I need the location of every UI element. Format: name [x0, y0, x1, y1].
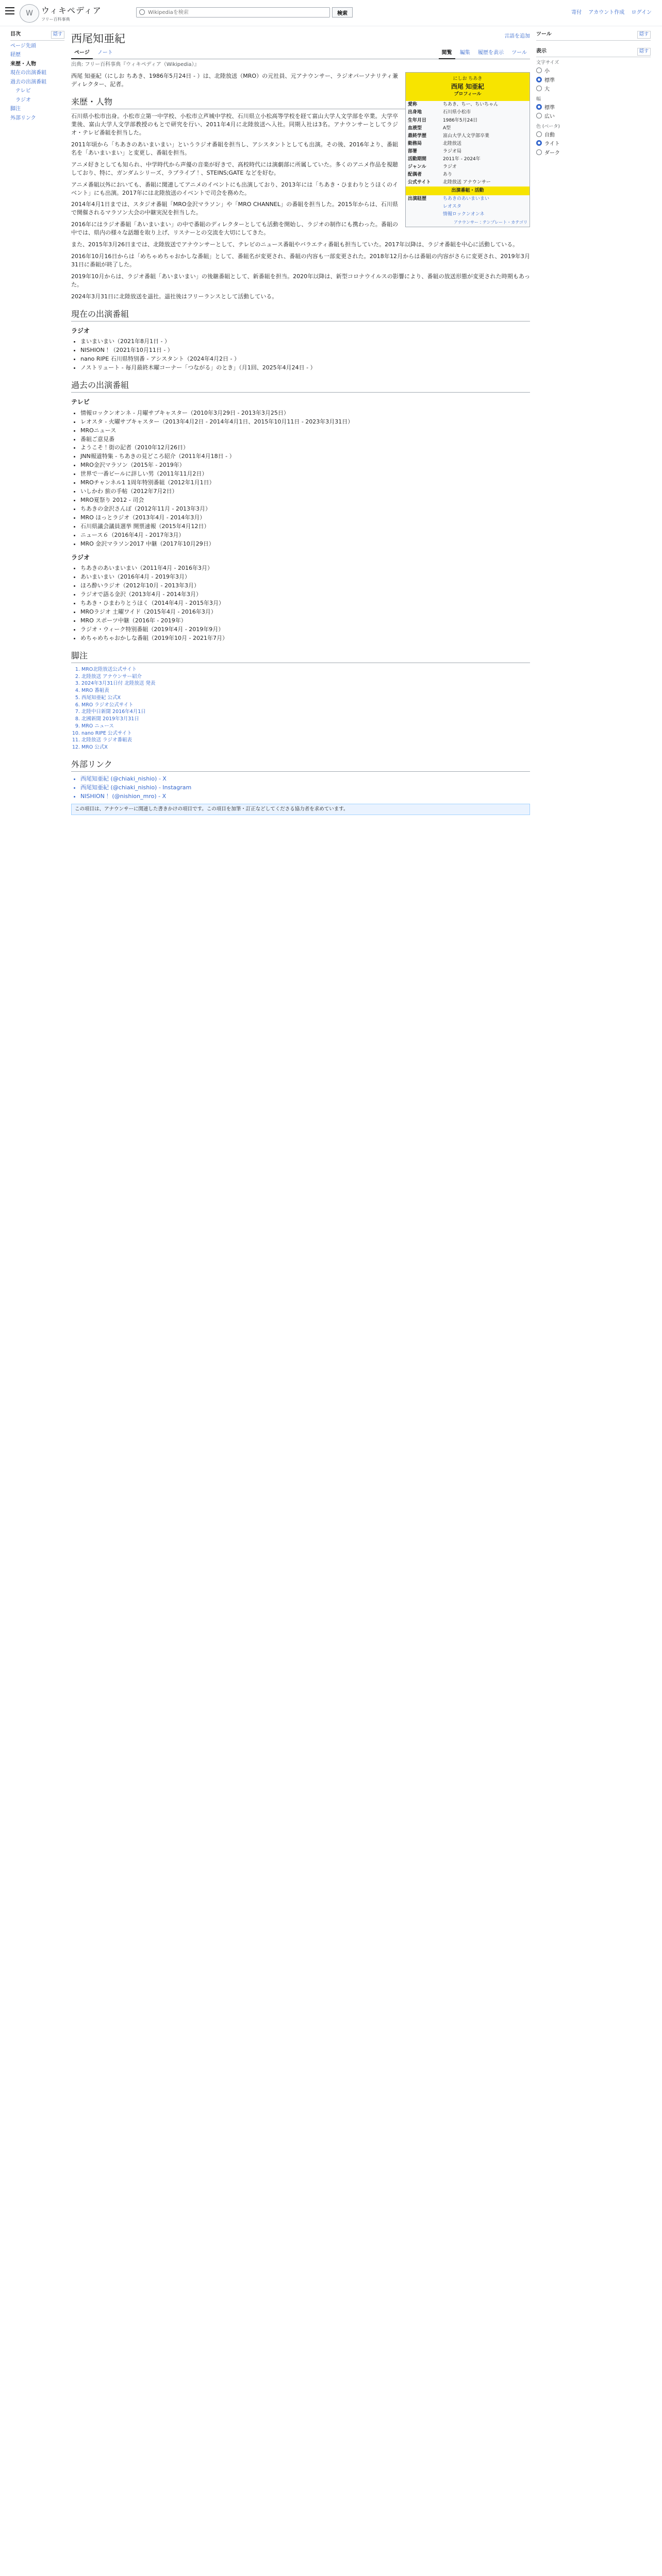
main-menu-icon[interactable] — [5, 7, 14, 14]
history-paragraph: アニメ番組以外においても、番組に関連してアニメのイベントにも出演しており、2013年には「ちあき・ひまわりとうほくのイベント」にも出演。2017年には北陸放送のイベントで司会を務めた。 — [71, 181, 398, 196]
reference-item[interactable]: 3. 2024年3月31日付 北陸放送 発表 — [81, 680, 530, 687]
infobox-program-row — [406, 195, 529, 203]
color-option[interactable] — [536, 149, 651, 158]
section-heading-history: 来歴・人物 — [71, 96, 530, 109]
external-link[interactable]: • NISHION！ (@nishion_mro) - X — [80, 792, 530, 801]
list-item: • NISHION！（2021年10月11日 - ） — [80, 346, 530, 354]
wordmark-tagline: フリー百科事典 — [41, 17, 70, 22]
reference-item[interactable]: 6. MRO ラジオ公式サイト — [81, 702, 530, 709]
list-item: • MROチャンネル1 1周年特別番組（2012年1月1日） — [80, 479, 530, 487]
donate-link[interactable]: 寄付 — [571, 10, 582, 15]
right-sidebar — [536, 31, 651, 164]
width-option-label: 標準 — [544, 105, 555, 111]
width-option-radio-icon — [536, 104, 542, 110]
list-item: • 石川県議会議員選挙 開票速報（2015年4月12日） — [80, 522, 530, 531]
wikipedia-logo-icon[interactable]: W — [20, 4, 39, 23]
user-links — [566, 9, 652, 17]
infobox-footer[interactable]: アナウンサー：テンプレート・カテゴリ — [454, 220, 527, 225]
external-links-list — [80, 775, 530, 801]
infobox-kana: にしお ちあき — [453, 76, 483, 81]
width-option-label: 広い — [544, 114, 555, 120]
text-size-options — [536, 67, 651, 94]
infobox-program-link[interactable]: レオスタ — [443, 204, 461, 210]
color-option-label: ライト — [544, 141, 560, 147]
infobox-row — [406, 109, 529, 116]
list-item: • MRO 金沢マラソン2017 中継（2017年10月29日） — [80, 540, 530, 548]
wikipedia-wordmark[interactable] — [41, 5, 102, 23]
page-actions — [439, 48, 530, 59]
toc-item-past[interactable]: 過去の出演番組 — [10, 79, 46, 85]
appearance-title: 表示 — [536, 48, 547, 54]
toc-item-tv[interactable]: テレビ — [15, 88, 31, 94]
section-heading-external: 外部リンク — [71, 758, 530, 772]
infobox-key: 血液型 — [408, 125, 422, 131]
infobox-row — [406, 140, 529, 148]
current-radio-list — [80, 337, 530, 372]
text-size-option-label: 小 — [544, 69, 550, 75]
list-item: • まいまいまい（2021年8月1日 - ） — [80, 337, 530, 346]
text-size-option-radio-icon — [536, 86, 542, 91]
infobox-row — [406, 171, 529, 179]
infobox-program-table — [406, 195, 529, 218]
reference-item[interactable]: 1. MRO北陸放送公式サイト — [81, 666, 530, 673]
main-content — [71, 31, 530, 815]
list-item: • ちあきのあいまいまい（2011年4月 - 2016年3月） — [80, 564, 530, 572]
history-paragraph: 2011年頃から「ちあきのあいまいまい」というラジオ番組を担当し、アシスタントとしても出演。その後、2016年より、番組名を「あいまいまい」と変更し、番組を担当。 — [71, 141, 398, 156]
infobox — [405, 72, 530, 227]
infobox-value: 2011年 - 2024年 — [443, 156, 481, 162]
toc-sidebar — [10, 31, 64, 124]
text-size-option[interactable] — [536, 86, 651, 94]
page-tabs — [71, 48, 530, 59]
infobox-value: ラジオ — [443, 164, 457, 170]
section-heading-current: 現在の出演番組 — [71, 308, 530, 321]
reference-item[interactable]: 12. MRO 公式X — [81, 744, 530, 751]
search-input[interactable] — [136, 7, 330, 18]
text-size-option-label: 標準 — [544, 77, 555, 83]
search-button[interactable]: 検索 — [332, 7, 353, 18]
reference-list — [81, 666, 530, 751]
infobox-key: 部署 — [408, 148, 418, 154]
color-option-radio-icon — [536, 149, 542, 155]
color-option[interactable] — [536, 140, 651, 148]
reference-item[interactable]: 11. 北陸放送 ラジオ番組表 — [81, 737, 530, 744]
list-item: • JNN報道特集 - ちあきの見どころ紹介（2011年4月18日 - ） — [80, 452, 530, 461]
infobox-key: 生年月日 — [408, 117, 427, 123]
infobox-row — [406, 101, 529, 109]
infobox-value: 1986年5月24日 — [443, 117, 478, 123]
width-options — [536, 104, 651, 121]
toc-item-notes[interactable]: 脚注 — [10, 106, 21, 112]
history-paragraph: 2014年4月1日までは、スタジオ番組「MRO金沢マラソン」や「MRO CHANNEL」の番組を担当した。2015年からは、石川県で開催されるマラソン大会の中継実況を担当した。 — [71, 201, 398, 216]
toc-item-career[interactable]: 経歴 — [10, 52, 21, 58]
infobox-value: ちあき、ちー、ちいちゃん — [443, 102, 499, 108]
section-heading-notes: 脚注 — [71, 650, 530, 663]
toc-title: 目次 — [10, 31, 21, 37]
appearance-panel — [536, 48, 651, 158]
color-option-radio-icon — [536, 140, 542, 146]
history-paragraph: アニメ好きとしても知られ、中学時代から声優の音楽が好きで、高校時代には演劇部に所属していた。多くのアニメ作品を視聴しており、特に、ガンダムシリーズ、ラブライブ！、STEINS;GATE などを好む。 — [71, 161, 398, 176]
infobox-value: 北陸放送 アナウンサー — [443, 179, 491, 185]
toc-item-current[interactable]: 現在の出演番組 — [10, 70, 46, 76]
reference-item[interactable]: 4. MRO 番組表 — [81, 687, 530, 694]
infobox-key: 勤務局 — [408, 141, 422, 146]
list-item: • ラジオ・ウィーク特別番組（2019年4月 - 2019年9月） — [80, 625, 530, 634]
toc-hide-button[interactable]: 隠す — [51, 31, 64, 39]
list-item: • ノストリュート - 毎月最終木曜コーナー「つながる」のとき」（月1回、2025年4月24日 - ） — [80, 364, 530, 372]
infobox-program-row — [406, 203, 529, 211]
infobox-row — [406, 117, 529, 125]
infobox-table — [406, 101, 529, 187]
infobox-key: 出演経歴 — [408, 196, 427, 201]
list-item: • めちゃめちゃおかしな番組（2019年10月 - 2021年7月） — [80, 634, 530, 642]
history-paragraph: 2016年にはラジオ番組「あいまいまい」の中で番組のディレクターとしても活動を開始し、ラジオの制作にも携わった。番組の中では、県内の様々な話題を取り上げ、リスナーとの交流を大切にしてきた。 — [71, 221, 398, 236]
list-item: • 情報ロックンオンネ - 月曜サブキャスター（2010年3月29日 - 2013年3月25日） — [80, 409, 530, 417]
infobox-row — [406, 179, 529, 187]
external-link[interactable]: • 西尾知亜紀 (@chiaki_nishio) - Instagram — [80, 784, 530, 792]
infobox-key: 公式サイト — [408, 179, 431, 185]
color-option-radio-icon — [536, 131, 542, 137]
tools-hide-button[interactable]: 隠す — [637, 31, 651, 39]
list-item: • 番組ご意見番 — [80, 435, 530, 444]
infobox-key — [406, 203, 441, 211]
list-item: • ちあき・ひまわりとうほく（2014年4月 - 2015年3月） — [80, 599, 530, 607]
add-language-button[interactable]: 言語を追加 — [504, 33, 530, 39]
reference-item[interactable]: 5. 西尾知亜紀 公式X — [81, 694, 530, 702]
infobox-program-header: 出演番組・活動 — [406, 187, 529, 195]
infobox-value: A型 — [443, 125, 451, 131]
reference-item[interactable]: 9. MRO ニュース — [81, 723, 530, 730]
history-paragraph: また、2015年3月26日までは、北陸放送でアナウンサーとして、テレビのニュース番組やバラエティ番組も担当していた。2017年以降は、ラジオ番組を中心に活動している。 — [71, 241, 519, 248]
tools-panel — [536, 31, 651, 41]
list-item: • ようこそ！街の記者（2010年12月26日） — [80, 444, 530, 452]
list-item: • MROラジオ 土曜ワイド（2015年4月 - 2016年3月） — [80, 608, 530, 616]
infobox-key: ジャンル — [408, 164, 426, 170]
color-label: 色 (ベータ) — [536, 124, 560, 129]
width-option[interactable] — [536, 113, 651, 121]
wordmark-title: ウィキペディア — [41, 6, 102, 15]
reference-item[interactable]: 8. 北國新聞 2019年3月31日 — [81, 716, 530, 723]
infobox-value: 石川県小松市 — [443, 110, 471, 115]
page-title: 西尾知亜紀 — [71, 32, 125, 45]
infobox-key: 最終学歴 — [408, 133, 427, 139]
list-item: • MRO夏祭り 2012 - 司会 — [80, 496, 530, 504]
stub-notice: この項目は、アナウンサーに関連した書きかけの項目です。この項目を加筆・訂正などしてくださる協力者を求めています。 — [71, 804, 530, 815]
color-option-label: 自動 — [544, 132, 555, 138]
list-item: • MROニュース — [80, 427, 530, 435]
tab-talk[interactable]: ノート — [97, 50, 113, 56]
list-item: • あいまいまい（2016年4月 - 2019年3月） — [80, 573, 530, 581]
tab-read[interactable]: 閲覧 — [439, 48, 455, 59]
list-item: • レオスタ - 火曜サブキャスター（2013年4月2日 - 2014年4月1日、2015年10月11日 - 2023年3月31日） — [80, 418, 530, 426]
infobox-value: 北陸放送 — [443, 141, 462, 146]
reference-item[interactable]: 2. 北陸放送 アナウンサー紹介 — [81, 673, 530, 681]
text-size-option-label: 大 — [544, 87, 550, 93]
tab-article[interactable]: ページ — [71, 48, 93, 59]
infobox-header — [406, 73, 529, 101]
list-item: • ラジオで語る金沢（2013年4月 - 2014年3月） — [80, 590, 530, 599]
color-option[interactable] — [536, 131, 651, 140]
reference-item[interactable]: 10. nano RIPE 公式サイト — [81, 730, 530, 737]
subheading-past-radio: ラジオ — [71, 553, 90, 561]
list-item: • ニュース６（2016年4月 - 2017年3月） — [80, 531, 530, 539]
tools-title: ツール — [536, 31, 552, 37]
list-item: • MRO ほっとラジオ（2013年4月 - 2014年3月） — [80, 514, 530, 522]
past-tv-list — [80, 409, 530, 548]
infobox-program-link[interactable]: ちあきのあいまいまい — [443, 196, 490, 201]
text-size-option[interactable] — [536, 77, 651, 85]
section-heading-past: 過去の出演番組 — [71, 379, 530, 393]
infobox-row — [406, 163, 529, 171]
infobox-key: 活動期間 — [408, 156, 427, 162]
toc-header — [10, 31, 64, 41]
text-size-label: 文字サイズ — [536, 60, 559, 65]
list-item: • nano RIPE 石川県特別番 - アシスタント（2024年4月2日 - ） — [80, 355, 530, 363]
create-account-link[interactable]: アカウント作成 — [588, 10, 625, 15]
tab-edit[interactable]: 編集 — [459, 50, 470, 56]
history-paragraph: 2019年10月からは、ラジオ番組「あいまいまい」の後継番組として、新番組を担当。2020年以降は、新型コロナウイルスの影響により、番組の放送形態が変更された時期もあった。 — [71, 273, 530, 288]
tab-tools[interactable]: ツール — [511, 50, 527, 56]
infobox-key: 愛称 — [408, 102, 418, 108]
infobox-key — [406, 211, 441, 218]
infobox-value: あり — [443, 172, 453, 177]
list-item: • いしかわ 旅の手帖（2012年7月2日） — [80, 487, 530, 496]
subheading-current-radio: ラジオ — [71, 327, 90, 334]
tab-history[interactable]: 履歴を表示 — [478, 50, 504, 56]
list-item: • ほろ酔いラジオ（2012年10月 - 2013年3月） — [80, 582, 530, 590]
infobox-key: 配偶者 — [408, 172, 422, 177]
past-radio-list — [80, 564, 530, 642]
appearance-header — [536, 48, 651, 58]
infobox-program-row — [406, 211, 529, 218]
search-icon — [139, 9, 145, 15]
history-paragraph: 2024年3月31日に北陸放送を退社。退社後はフリーランスとして活動している。 — [71, 293, 278, 300]
infobox-profile: プロフィール — [454, 92, 482, 97]
toc-item-radio[interactable]: ラジオ — [15, 97, 31, 103]
search-box — [136, 7, 378, 18]
infobox-name: 西尾 知亜紀 — [451, 82, 485, 90]
toc-item-links[interactable]: 外部リンク — [10, 115, 36, 121]
infobox-value: ラジオ局 — [443, 148, 462, 154]
intro-paragraph: 西尾 知亜紀（にしお ちあき、1986年5月24日 - ）は、北陸放送（MRO）の元社員、元アナウンサー、ラジオパーソナリティ兼ディレクター、記者。 — [71, 72, 398, 88]
width-option-radio-icon — [536, 113, 542, 118]
reference-item[interactable]: 7. 北陸中日新聞 2016年4月1日 — [81, 708, 530, 716]
subheading-past-tv: テレビ — [71, 398, 90, 406]
list-item: • MRO金沢マラソン（2015年 - 2019年） — [80, 461, 530, 469]
width-label: 幅 — [536, 96, 541, 102]
color-option-label: ダーク — [544, 150, 560, 156]
color-options — [536, 131, 651, 158]
infobox-value: 富山大学人文学部卒業 — [443, 133, 490, 139]
list-item: • MRO スポーツ中継（2016年 - 2019年） — [80, 617, 530, 625]
top-bar — [0, 0, 662, 26]
external-link[interactable]: • 西尾知亜紀 (@chiaki_nishio) - X — [80, 775, 530, 783]
tools-header — [536, 31, 651, 41]
source-line: 出典: フリー百科事典『ウィキペディア（Wikipedia）』 — [71, 62, 200, 68]
infobox-program-link[interactable]: 情報ロックンオンネ — [443, 212, 485, 217]
login-link[interactable]: ログイン — [631, 10, 652, 15]
infobox-key: 出身地 — [408, 110, 422, 115]
infobox-row — [406, 156, 529, 163]
infobox-row — [406, 148, 529, 156]
toc-item-top[interactable]: ページ先頭 — [10, 43, 36, 49]
infobox-row — [406, 125, 529, 132]
width-option[interactable] — [536, 104, 651, 112]
text-size-option-radio-icon — [536, 77, 542, 82]
infobox-row — [406, 132, 529, 140]
appearance-hide-button[interactable]: 隠す — [637, 48, 651, 56]
list-item: • ちあきの金沢さんぽ（2012年11月 - 2013年3月） — [80, 505, 530, 513]
history-paragraph: 石川県小松市出身。小松市立第一中学校、小松市立芦城中学校、石川県立小松高等学校を経て富山大学人文学部を卒業。大学卒業後、富山大学人文学部教授のもとで研究を行い、2011年4月に北陸放送へ入社。同期入社は3名。アナウンサーとしてラジオ・テレビ番組を担当した。 — [71, 113, 398, 136]
history-paragraph: 2016年10月16日からは「めちゃめちゃおかしな番組」として、番組名が変更され、番組の内容も一部変更された。2018年12月からは番組の内容がさらに変更され、2019年3月31日に番組が終了した。 — [71, 253, 530, 268]
list-item: • 世界で一番ビールに詳しい男（2011年11月2日） — [80, 470, 530, 478]
toc-item-history[interactable]: 来歴・人物 — [10, 61, 36, 67]
text-size-option[interactable] — [536, 67, 651, 76]
text-size-option-radio-icon — [536, 67, 542, 73]
